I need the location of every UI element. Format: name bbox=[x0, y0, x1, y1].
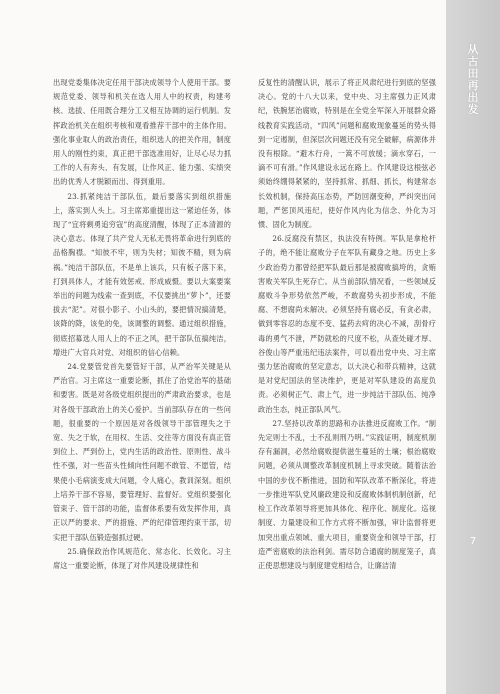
paragraph: 出现党委集体决定任用干部决成领导个人使用干部。要规范党委、领导和机关在选人用人中的权责，构建考核、选拔、任用既合理分工又相互协调的运行机制。发挥政治机关在组织考核和观看推荐干部中的主体作用。强化事业取人的政治责任，组织选人的把关作用，制度用人的刚性约束，真正把干部选准用好，让尽心尽力抓工作的人有奔头、有发展，让作风正、能力强、实绩突出的优秀人才脱颖而出、得到重用。 bbox=[53, 78, 231, 187]
side-title-char: 田 bbox=[467, 67, 479, 80]
side-title-char: 古 bbox=[467, 55, 479, 68]
paragraph: 25.确保政治作风规范化、常态化、长效化。习主席这一重要论断，体现了对作风建设规律性和 bbox=[53, 546, 231, 570]
paragraph: 24.党要管党首先要管好干部，从严治军关键是从严治官。习主席这一重要论断，抓住了治党治军的基础和要害。既是对各级党组织提出的严肃政治要求，也是对各级干部政治上的关心爱护。当前部队存在的一些问题，很重要的一个原因是对各级领导干部管理失之于宽、失之于软，在用权、生活、交往等方面没有真正管到位上、严到份上，党内生活的政治性、原则性、战斗性不强，对一些苗头性倾向性问题不敢管、不愿管，结果使小毛病演变成大问题，令人痛心，教训深刻。组织上培养干部不容易，要管理好、监督好。党组织要强化管束子、管干部的功能，监督体系要有效发挥作用，真正以严的要求、严的措施、严的纪律管理约束干部，切实把干部队伍锻造强抓过硬。 bbox=[53, 362, 231, 542]
side-tab-title bbox=[446, 44, 500, 116]
side-title-char: 出 bbox=[467, 91, 479, 104]
left-text-column bbox=[53, 76, 231, 573]
side-title-char: 再 bbox=[467, 79, 479, 92]
side-title-char: 从 bbox=[467, 43, 479, 56]
paragraph: 反复性的清醒认识，展示了将正风肃纪进行到底的坚强决心。党的十八大以来，党中央、习主席强力正风肃纪，铁腕惩治腐败，特别是在全党全军深入开展群众路线教育实践活动，“四风”问题和腐败现象蔓延的势头得到一定遏制，但深层次问题还没有完全破解，病源体并没有根除。“避木行舟，一篙不可放缓；滴水穿石，一滴不可有滑。”作风建设永远在路上。作风建设这根弦必须始终绷得紧紧的，坚持抓常、抓细、抓长，构建常态长效机制，保持高压态势，严防回潮变种，严纠突出问题，严惩顶风违纪，使好作风内化为信念、外化为习惯、固化为制度。 bbox=[258, 78, 436, 230]
page-number: 7 bbox=[469, 536, 477, 547]
paragraph: 26.反腐没有禁区，执法没有特例。军队是拿枪杆子的，绝不能让腐败分子在军队有藏身之地。历史上多少政治势力都曾经把军队最后那是被腐败搞垮的，贪贿害败关军队生死存亡。从当前部队情况看，一些领域反腐败斗争形势依然严峻，不敢腐势头初步形成，不能腐、不想腐尚未解决。必须坚持有腐必反，有贪必肃，做到零容忍的态度不变、猛药去疴的决心不减，刮骨疗毒的勇气不泄，严防就松的尺度不松，从查处碰才厚、谷俊山等严重违纪违法案件，可以看出党中央、习主席强力惩治腐败的坚定意志，以大决心和带兵精神，这就是对党纪国法的坚决维护，更是对军队建设的高度负责。必须树正气、肃上气，进一步纯洁干部队伍、纯净政治生态，纯正部队风气。 bbox=[258, 234, 436, 414]
paragraph: 23.抓紧纯洁干部队伍，最后要落实到组织措施上，落实到人头上。习主席郑重提出这一紧迫任务，体现了“宜将剩勇追穷寇”的高度清醒，体现了正本清源的决心意志。体现了共产党人无私无畏将革命进行到底的品格胸襟。“知彼不牢，则为失材；知彼不精，则为病祸。”纯洁干部队伍，不是单上该兵，只有板子落下来，打到具体人，才能有效惩戒、形成威慑。要以大案要案举出的问题为线索一查到底，不仅要挑出“萝卜”，还要拔去“泥”。对很小影子、小山头的，要把情况搞清楚，该降的降，该免的免，该调整的调整。通过组织措施，彻底招募选人用人上的不正之风，把干部队伍搞纯洁，增进广大官兵对党、对组织的信心信赖。 bbox=[53, 191, 231, 357]
side-title-char: 发 bbox=[467, 103, 479, 116]
right-text-column bbox=[258, 76, 436, 573]
side-tab bbox=[446, 0, 500, 694]
paragraph: 27.坚持以改革的思路和办法推进反腐败工作。“制先定则士不乱，士不乱则刑乃明。”实践证明，制度机制存有漏洞，必然给腐败提供滋生蔓延的土壤；根治腐败问题，必须从调整改革制度机制上寻求突破。随着法治中国的步伐不断推进，国防和军队改革不断深化，将进一步推进军队党风廉政建设和反腐败体制机制创新，纪检工作改革领导将更加具体化、程序化、制度化。巡视制度、力量建设和工作方式将不断加强，审计监督将更加突出重点领域、重大项目，重要资金和领导干部，打造严密腐败的法治利剑。需尽防合通腐的制度笼子，真正使思想建设与制度建党相结合，让廉洁清 bbox=[258, 418, 436, 570]
